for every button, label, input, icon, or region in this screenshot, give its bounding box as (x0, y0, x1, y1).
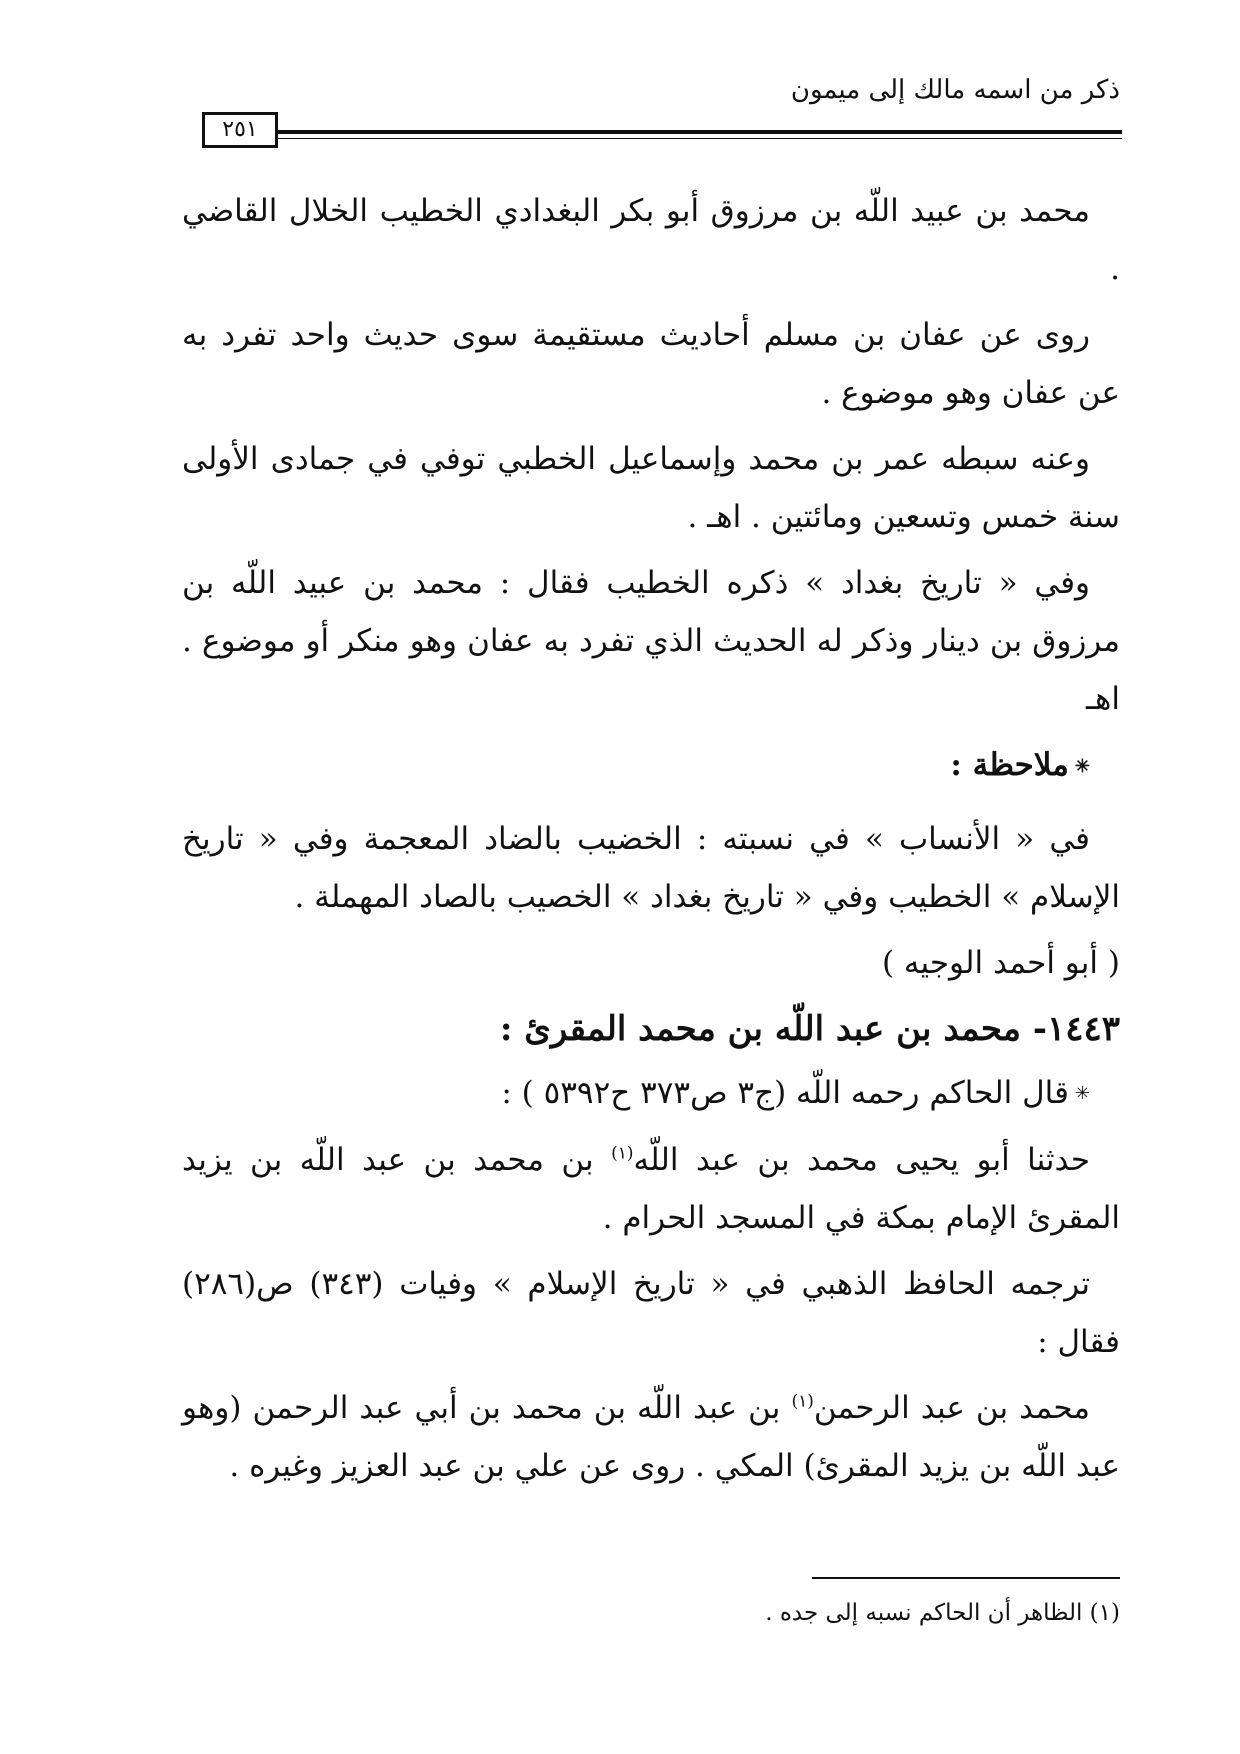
footnote-separator (812, 1577, 1120, 1579)
paragraph-7 (182, 1064, 1120, 1124)
paragraph-8 (182, 1131, 1120, 1247)
entry-heading: ١٤٤٣- محمد بن عبد اللّه بن محمد المقرئ : (499, 1008, 1120, 1049)
hakim-citation: قال الحاكم رحمه اللّه (ج٣ ص٣٧٣ ح٥٣٩٢ ) : (501, 1074, 1069, 1111)
paragraph-8-start: حدثنا أبو يحيى محمد بن عبد اللّه (633, 1142, 1090, 1178)
paragraph-10-end: بن عبد اللّه بن محمد بن أبي عبد الرحمن (وهو عبد اللّه بن يزيد المقرئ) المكي . روى عن علي بن عبد العزيز وغيره . (182, 1390, 1120, 1484)
paragraph-10-start: محمد بن عبد الرحمن (813, 1390, 1090, 1426)
footnote-ref: (١) (791, 1391, 814, 1412)
paragraph-3: وعنه سبطه عمر بن محمد وإسماعيل الخطبي توفي في جمادى الأولى سنة خمس وتسعين ومائتين . اهـ . (182, 441, 1120, 535)
note-label: ملاحظة : (950, 747, 1069, 783)
header-rule-thin (278, 138, 1122, 139)
asterisk-star-icon: ✳ (1074, 1083, 1090, 1104)
note-heading (182, 736, 1120, 796)
paragraph-4: وفي « تاريخ بغداد » ذكره الخطيب فقال : محمد بن عبيد اللّه بن مرزوق بن دينار وذكر له الحديث الذي تفرد به عفان وهو منكر أو موضوع . اهـ (182, 565, 1120, 717)
header-rule-thick (278, 130, 1122, 134)
page-number: ٢٥١ (202, 112, 278, 148)
asterisk-star-icon: ✳ (1074, 755, 1090, 777)
running-title: ذكر من اسمه مالك إلى ميمون (790, 75, 1120, 105)
signature-line: ( أبو أحمد الوجيه ) (881, 944, 1120, 981)
footnote: (١) الظاهر أن الحاكم نسبه إلى جده . (765, 1600, 1120, 1626)
paragraph-5: في « الأنساب » في نسبته : الخضيب بالضاد المعجمة وفي « تاريخ الإسلام » الخطيب وفي « تاريخ بغداد » الخصيب بالصاد المهملة . (182, 820, 1120, 915)
paragraph-9: ترجمه الحافظ الذهبي في « تاريخ الإسلام » وفيات (٣٤٣) ص(٢٨٦) فقال : (182, 1266, 1120, 1360)
paragraph-1: محمد بن عبيد اللّه بن مرزوق أبو بكر البغدادي الخطيب الخلال القاضي . (182, 193, 1120, 287)
paragraph-8-end: بن محمد بن عبد اللّه بن يزيد المقرئ الإمام بمكة في المسجد الحرام . (182, 1142, 1120, 1236)
paragraph-10 (182, 1379, 1120, 1495)
main-text (182, 182, 1120, 1503)
paragraph-2: روى عن عفان بن مسلم أحاديث مستقيمة سوى حديث واحد تفرد به عن عفان وهو موضوع . (182, 317, 1120, 411)
footnote-ref: (١) (611, 1143, 634, 1164)
